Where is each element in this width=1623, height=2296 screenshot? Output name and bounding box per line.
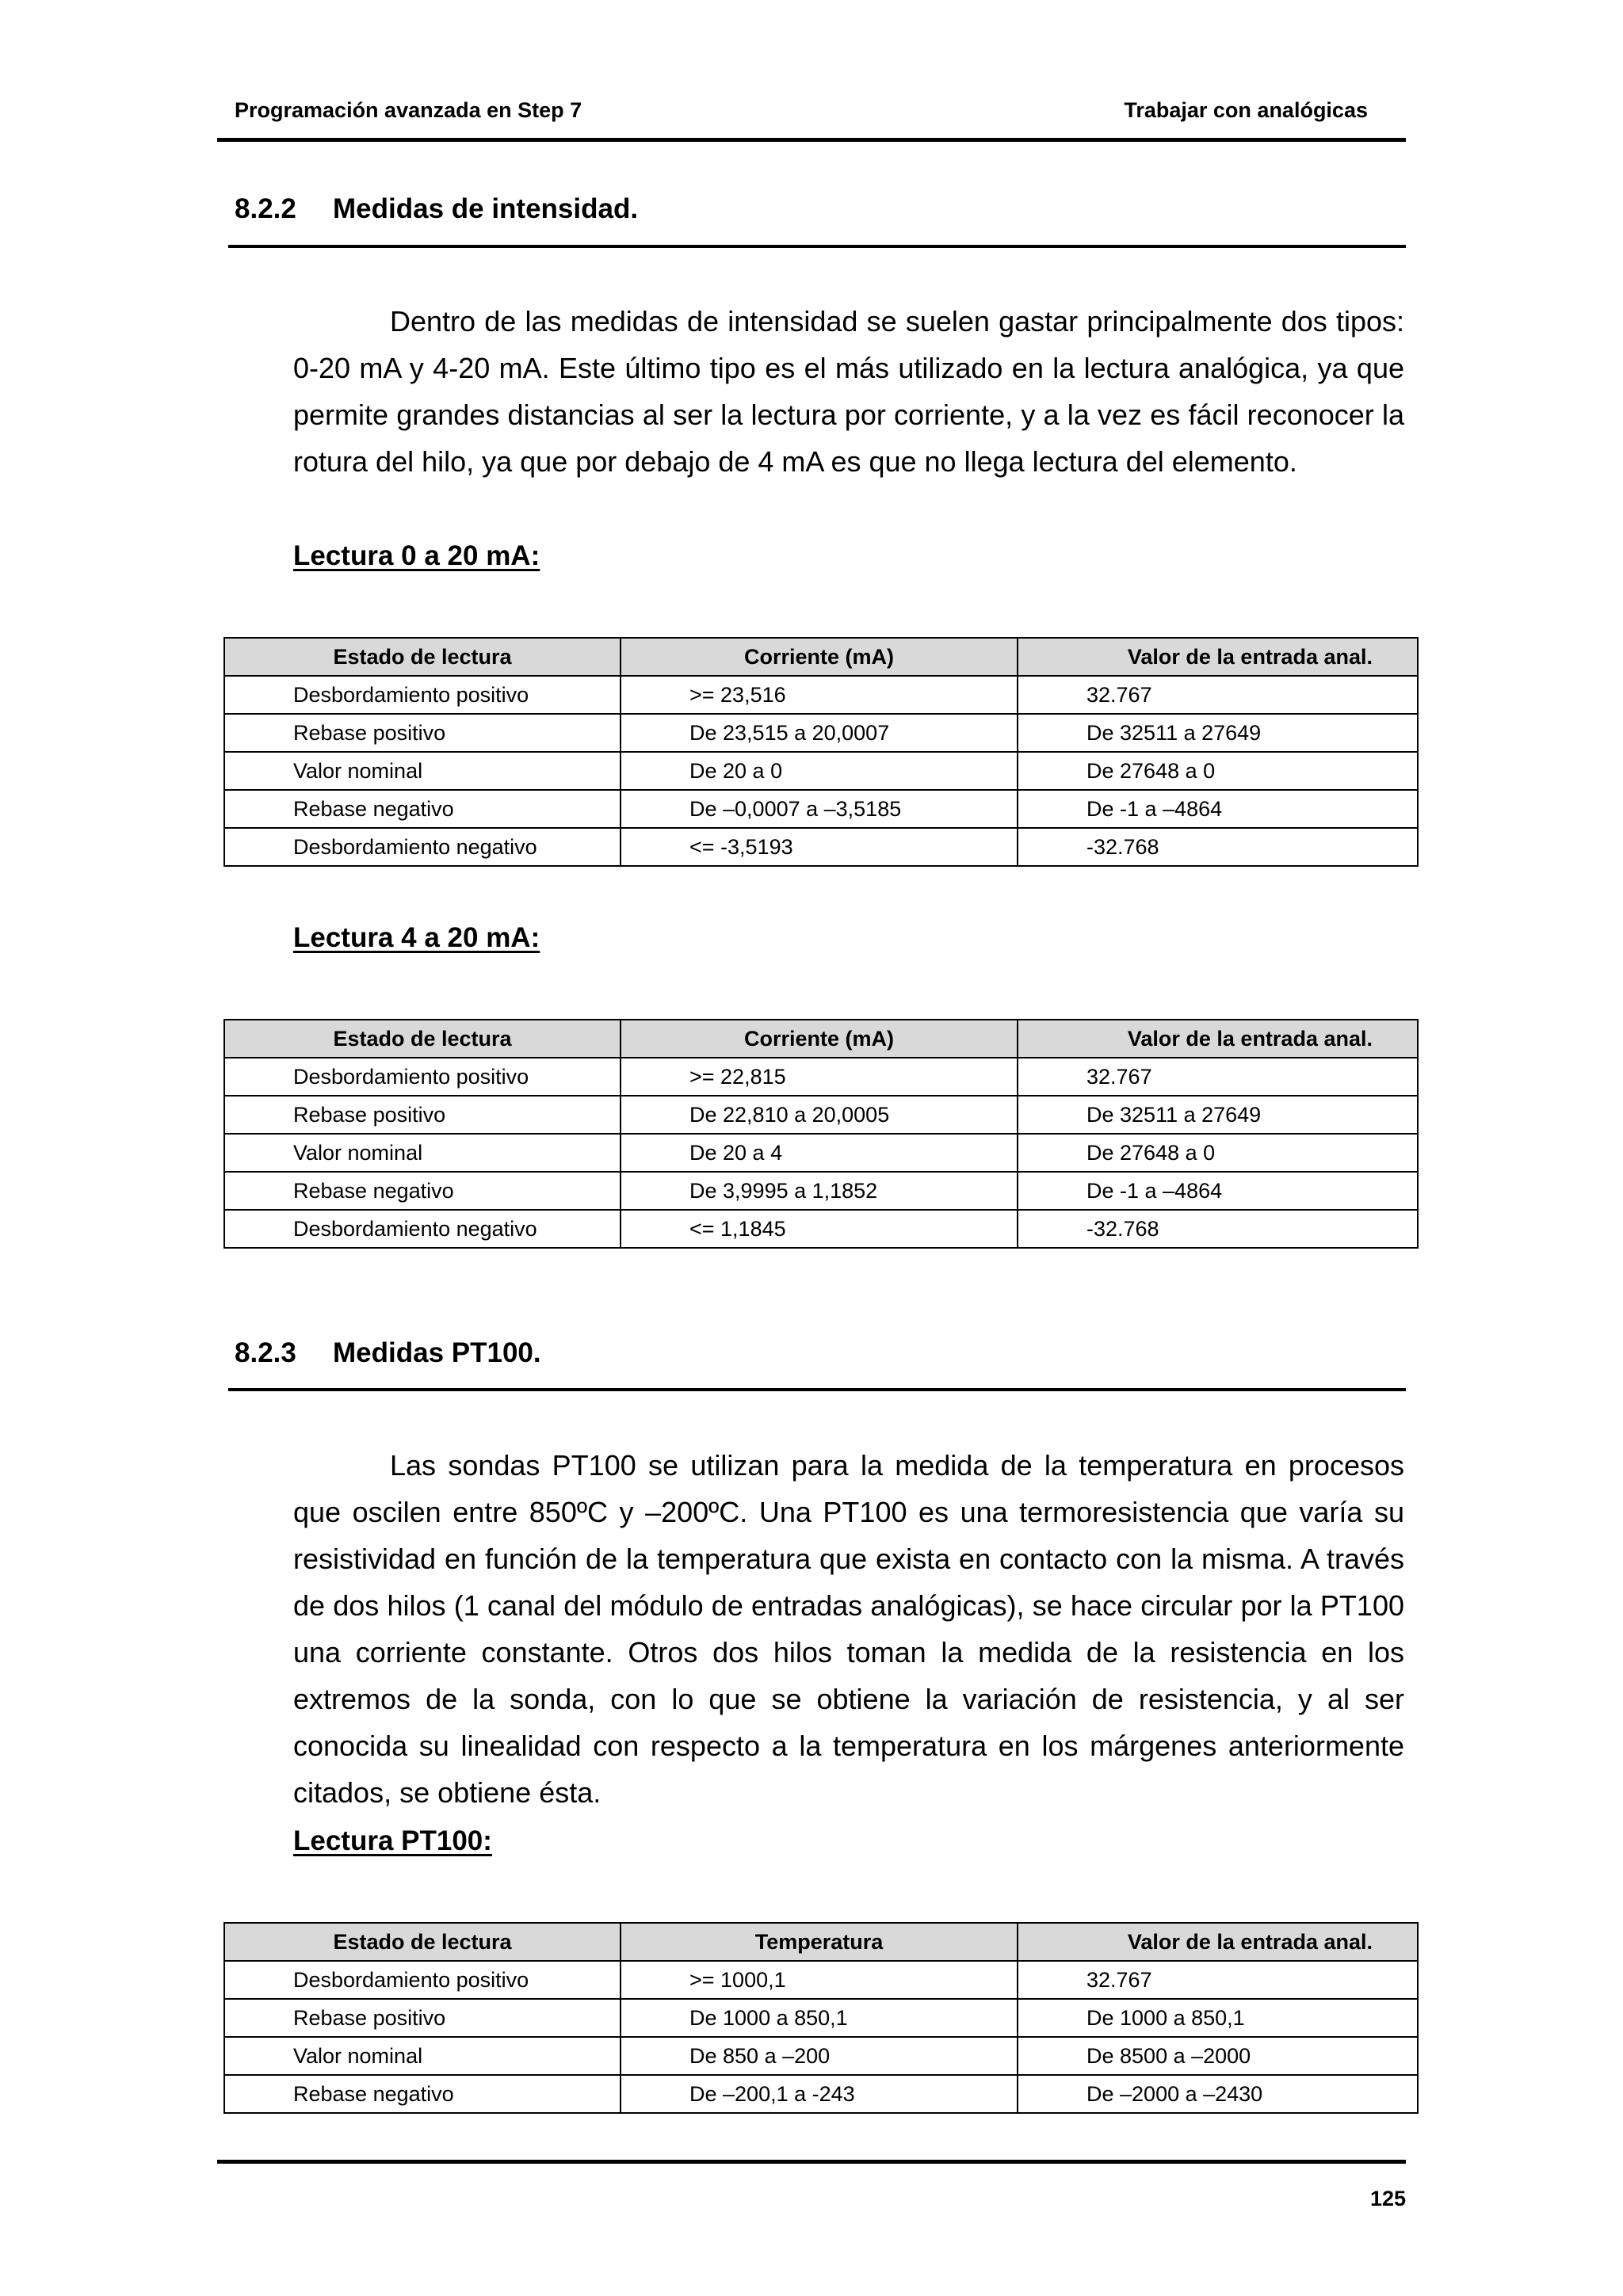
table-cell: -32.768 <box>1018 1210 1418 1248</box>
table-cell: 32.767 <box>1018 1058 1418 1096</box>
table-header-row <box>224 1020 1418 1058</box>
section-number: 8.2.2 <box>235 193 296 224</box>
table-cell: Desbordamiento negativo <box>224 828 621 866</box>
paragraph-intensidad: Dentro de las medidas de intensidad se suelen gastar principalmente dos tipos: 0-20 mA y 4-20 mA. Este último tipo es el más utilizado en la lectura analógica, ya que permite grandes distancias al ser la lectura por corriente, y a la vez es fácil reconocer la rotura del hilo, ya que por debajo de 4 mA es que no llega lectura del elemento. <box>293 305 1404 478</box>
table-cell: >= 23,516 <box>621 676 1018 714</box>
subheading-lectura-0-20: Lectura 0 a 20 mA: <box>293 540 540 571</box>
table-header-row <box>224 1923 1418 1961</box>
subheading-lectura-4-20: Lectura 4 a 20 mA: <box>293 922 540 953</box>
table-cell: De 32511 a 27649 <box>1018 1096 1418 1134</box>
section-title: Medidas PT100. <box>333 1337 541 1368</box>
table-row <box>224 2037 1418 2075</box>
table-cell: Valor nominal <box>224 752 621 790</box>
table-cell: Desbordamiento negativo <box>224 1210 621 1248</box>
column-header: Valor de la entrada anal. <box>1018 638 1418 676</box>
table-row <box>224 1058 1418 1096</box>
table-cell: De –200,1 a -243 <box>621 2075 1018 2113</box>
table-cell: De 1000 a 850,1 <box>1018 1999 1418 2037</box>
subheading-lectura-pt100: Lectura PT100: <box>293 1825 492 1856</box>
table-lectura-pt100 <box>223 1922 1419 2114</box>
table-row <box>224 1999 1418 2037</box>
table-header-row <box>224 638 1418 676</box>
column-header: Valor de la entrada anal. <box>1018 1020 1418 1058</box>
table-cell: De 1000 a 850,1 <box>621 1999 1018 2037</box>
table-cell: Rebase negativo <box>224 790 621 828</box>
table-cell: De 23,515 a 20,0007 <box>621 714 1018 752</box>
section-heading-8-2-3 <box>235 1337 541 1369</box>
table-row <box>224 1961 1418 1999</box>
table-cell: Desbordamiento positivo <box>224 676 621 714</box>
table-cell: De -1 a –4864 <box>1018 790 1418 828</box>
running-header <box>235 98 1368 136</box>
column-header: Estado de lectura <box>224 638 621 676</box>
section-rule <box>228 245 1406 248</box>
table-row <box>224 1096 1418 1134</box>
table-row <box>224 2075 1418 2113</box>
table-cell: De –2000 a –2430 <box>1018 2075 1418 2113</box>
table-cell: Rebase negativo <box>224 2075 621 2113</box>
table-row <box>224 828 1418 866</box>
table-cell: Rebase positivo <box>224 1096 621 1134</box>
section-number: 8.2.3 <box>235 1337 296 1368</box>
table-row <box>224 790 1418 828</box>
table-lectura-0-20 <box>223 637 1419 867</box>
table-cell: De –0,0007 a –3,5185 <box>621 790 1018 828</box>
table-cell: 32.767 <box>1018 1961 1418 1999</box>
table-row <box>224 752 1418 790</box>
table-cell: De -1 a –4864 <box>1018 1172 1418 1210</box>
table-cell: Desbordamiento positivo <box>224 1058 621 1096</box>
table-cell: >= 22,815 <box>621 1058 1018 1096</box>
table-cell: Desbordamiento positivo <box>224 1961 621 1999</box>
table-cell: De 22,810 a 20,0005 <box>621 1096 1018 1134</box>
table-row <box>224 1172 1418 1210</box>
table-cell: 32.767 <box>1018 676 1418 714</box>
header-chapter-title: Trabajar con analógicas <box>1124 98 1368 122</box>
table-cell: De 27648 a 0 <box>1018 1134 1418 1172</box>
table-row <box>224 1210 1418 1248</box>
page-number: 125 <box>1369 2187 1406 2210</box>
section-title: Medidas de intensidad. <box>333 193 639 224</box>
header-book-title: Programación avanzada en Step 7 <box>235 98 582 122</box>
table-row <box>224 714 1418 752</box>
column-header: Corriente (mA) <box>621 638 1018 676</box>
table-cell: De 3,9995 a 1,1852 <box>621 1172 1018 1210</box>
table-cell: <= -3,5193 <box>621 828 1018 866</box>
paragraph-pt100: Las sondas PT100 se utilizan para la medida de la temperatura en procesos que oscilen entre 850ºC y –200ºC. Una PT100 es una termoresistencia que varía su resistividad en función de la temperatura que exista en contacto con la misma. A través de dos hilos (1 canal del módulo de entradas analógicas), se hace circular por la PT100 una corriente constante. Otros dos hilos toman la medida de la resistencia en los extremos de la sonda, con lo que se obtiene la variación de resistencia, y al ser conocida su linealidad con respecto a la temperatura en los márgenes anteriormente citados, se obtiene ésta. <box>293 1449 1404 1809</box>
table-cell: De 27648 a 0 <box>1018 752 1418 790</box>
table-cell: Valor nominal <box>224 2037 621 2075</box>
table-cell: Rebase negativo <box>224 1172 621 1210</box>
table-row <box>224 1134 1418 1172</box>
table-cell: Rebase positivo <box>224 714 621 752</box>
section-heading-8-2-2 <box>235 193 638 225</box>
column-header: Corriente (mA) <box>621 1020 1018 1058</box>
table-cell: De 20 a 4 <box>621 1134 1018 1172</box>
table-cell: De 32511 a 27649 <box>1018 714 1418 752</box>
table-cell: Valor nominal <box>224 1134 621 1172</box>
table-cell: Rebase positivo <box>224 1999 621 2037</box>
table-cell: >= 1000,1 <box>621 1961 1018 1999</box>
table-cell: De 850 a –200 <box>621 2037 1018 2075</box>
table-cell: De 8500 a –2000 <box>1018 2037 1418 2075</box>
column-header: Temperatura <box>621 1923 1018 1961</box>
header-rule <box>217 138 1406 142</box>
table-row <box>224 676 1418 714</box>
table-cell: De 20 a 0 <box>621 752 1018 790</box>
column-header: Estado de lectura <box>224 1923 621 1961</box>
table-cell: <= 1,1845 <box>621 1210 1018 1248</box>
column-header: Valor de la entrada anal. <box>1018 1923 1418 1961</box>
column-header: Estado de lectura <box>224 1020 621 1058</box>
footer-rule <box>217 2160 1406 2164</box>
section-rule <box>228 1388 1406 1391</box>
table-cell: -32.768 <box>1018 828 1418 866</box>
table-lectura-4-20 <box>223 1019 1419 1249</box>
